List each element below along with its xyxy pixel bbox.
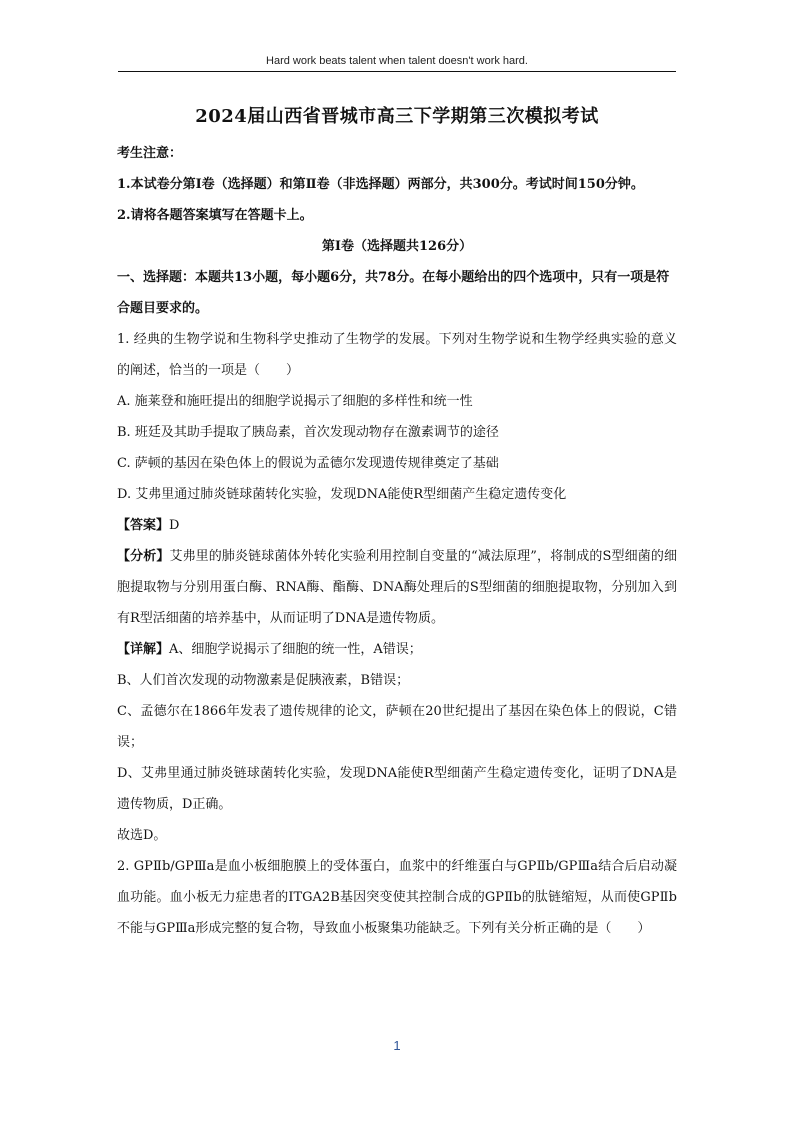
- question-1-option-a: A. 施莱登和施旺提出的细胞学说揭示了细胞的多样性和统一性: [117, 394, 473, 409]
- question-1-option-b: B. 班廷及其助手提取了胰岛素，首次发现动物存在激素调节的途径: [117, 425, 499, 440]
- section-description: 一、选择题：本题共13小题，每小题6分，共78分。在每小题给出的四个选项中，只有一项是符合题目要求的。: [117, 270, 670, 316]
- notice-item-2: 2.请将各题答案填写在答题卡上。: [117, 208, 313, 223]
- question-2: [117, 851, 677, 944]
- notice-item-1: 1.本试卷分第Ⅰ卷（选择题）和第Ⅱ卷（非选择题）两部分，共300分。考试时间150分钟。: [117, 177, 644, 192]
- detail-b: B、人们首次发现的动物激素是促胰液素，B错误；: [117, 673, 410, 688]
- question-1: [117, 324, 677, 851]
- detail-c: C、孟德尔在1866年发表了遗传规律的论文，萨顿在20世纪提出了基因在染色体上的假说，C错误；: [117, 704, 677, 750]
- analysis-tag: 【分析】: [117, 549, 170, 564]
- exam-title: 2024届山西省晋城市高三下学期第三次模拟考试: [195, 106, 599, 127]
- notice-heading: 考生注意：: [117, 146, 183, 161]
- answer-line: [117, 510, 677, 541]
- detail-a-text: A、细胞学说揭示了细胞的统一性，A错误；: [169, 642, 422, 657]
- header-divider: [118, 71, 676, 72]
- analysis-paragraph: [117, 541, 677, 634]
- section-title: 第Ⅰ卷（选择题共126分）: [321, 239, 473, 254]
- answer-tag: 【答案】: [117, 518, 170, 533]
- detail-a: [117, 634, 677, 665]
- page-header-motto: Hard work beats talent when talent doesn't work hard.: [266, 55, 528, 67]
- document-content: [117, 102, 677, 944]
- detail-tag: 【详解】: [117, 642, 170, 657]
- answer-conclusion: 故选D。: [117, 828, 167, 843]
- question-1-stem: 1. 经典的生物学说和生物科学史推动了生物学的发展。下列对生物学说和生物学经典实验的意义的阐述，恰当的一项是（ ）: [117, 332, 677, 378]
- analysis-text: 艾弗里的肺炎链球菌体外转化实验利用控制自变量的“减法原理”，将制成的S型细菌的细胞提取物与分别用蛋白酶、RNA酶、酯酶、DNA酶处理后的S型细菌的细胞提取物，分别加入到有R型活细菌的培养基中，从而证明了DNA是遗传物质。: [117, 549, 677, 626]
- question-1-option-d: D. 艾弗里通过肺炎链球菌转化实验，发现DNA能使R型细菌产生稳定遗传变化: [117, 487, 567, 502]
- page-number: 1: [393, 1038, 401, 1053]
- answer-value: D: [169, 518, 180, 533]
- question-1-option-c: C. 萨顿的基因在染色体上的假说为孟德尔发现遗传规律奠定了基础: [117, 456, 499, 471]
- detail-d: D、艾弗里通过肺炎链球菌转化实验，发现DNA能使R型细菌产生稳定遗传变化，证明了DNA是遗传物质，D正确。: [117, 766, 677, 812]
- question-2-stem: 2. GPⅡb/GPⅢa是血小板细胞膜上的受体蛋白，血浆中的纤维蛋白与GPⅡb/GPⅢa结合后启动凝血功能。血小板无力症患者的ITGA2B基因突变使其控制合成的GPⅡb的肽链缩短，从而使GPⅡb不能与GPⅢa形成完整的复合物，导致血小板聚集功能缺乏。下列有关分析正确的是（ ）: [117, 859, 677, 936]
